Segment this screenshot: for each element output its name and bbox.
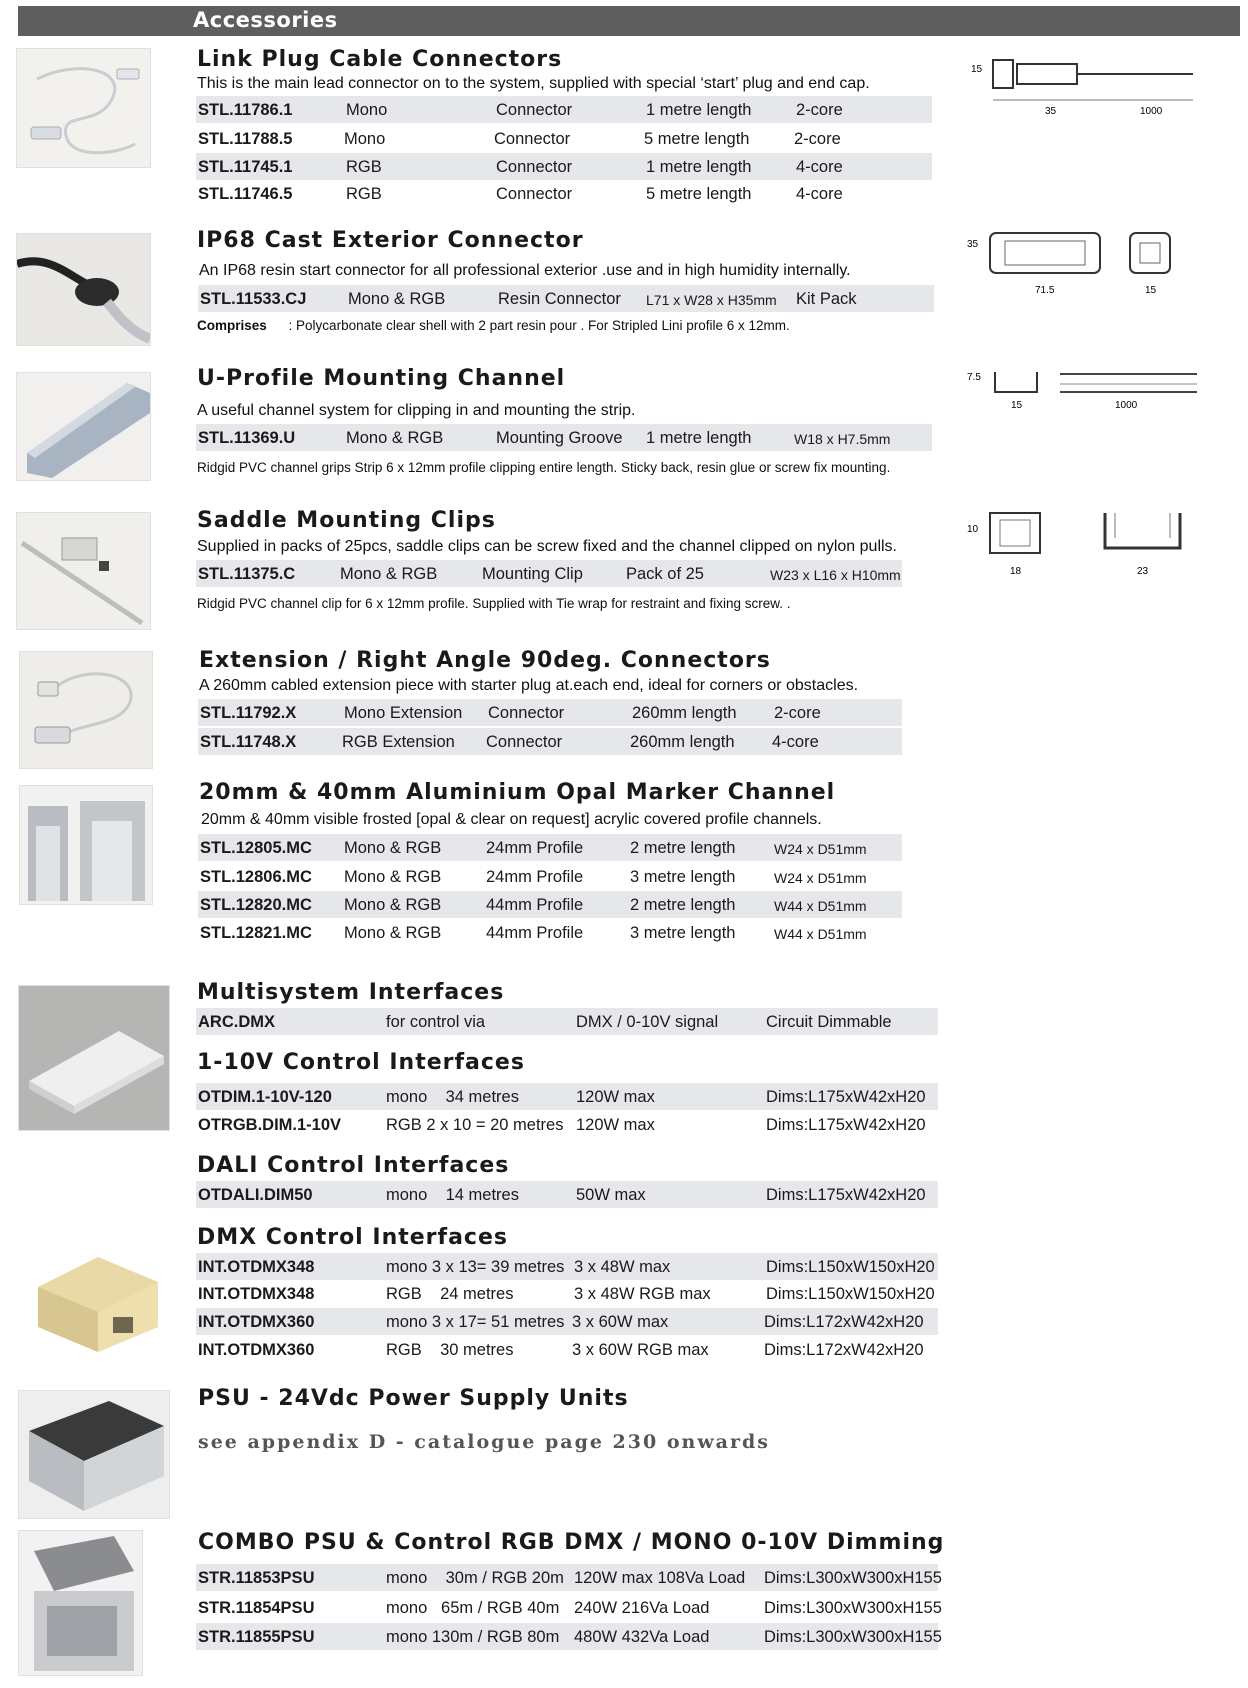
link-plug-desc: This is the main lead connector on to the system, supplied with special ‘start’ plug and end cap. [197,75,870,92]
table-row: OTDIM.1-10V-120 mono 34 metres 120W max Dims:L175xW42xH20 [196,1083,938,1110]
table-row: INT.OTDMX348 RGB 24 metres 3 x 48W RGB max Dims:L150xW150xH20 [198,1285,935,1303]
table-row: STR.11855PSU mono 130m / RGB 80m 480W 432Va Load Dims:L300xW300xH155 [196,1623,938,1650]
table-row: INT.OTDMX360 RGB 30 metres 3 x 60W RGB max Dims:L172xW42xH20 [198,1341,924,1359]
table-row: STL.11792.X Mono Extension Connector 260mm length 2-core [198,699,902,726]
saddle-diagram [965,508,1195,583]
link-plug-diagram [965,52,1195,122]
extension-desc: A 260mm cabled extension piece with starter plug at.each end, ideal for corners or obstacles. [199,677,859,694]
aluminium-title: 20mm & 40mm Aluminium Opal Marker Channel [199,780,836,805]
table-row: STL.11745.1 RGB Connector 1 metre length 4-core [196,153,932,180]
svg-text:71.5: 71.5 [1035,285,1055,296]
multisystem-title: Multisystem Interfaces [197,980,505,1005]
ctrl110-title: 1-10V Control Interfaces [197,1050,525,1075]
svg-text:18: 18 [1010,566,1022,577]
table-row: INT.OTDMX348 mono 3 x 13= 39 metres 3 x 48W max Dims:L150xW150xH20 [196,1253,938,1280]
svg-text:15: 15 [1145,285,1157,296]
table-row: STL.12805.MC Mono & RGB 24mm Profile 2 metre length W24 x D51mm [198,834,902,861]
interface-photo [18,985,170,1131]
table-row: STL.11369.U Mono & RGB Mounting Groove 1 metre length W18 x H7.5mm [196,424,932,451]
saddle-desc: Supplied in packs of 25pcs, saddle clips can be screw fixed and the channel clipped on nylon pulls. [197,538,897,555]
table-row: STR.11854PSU mono 65m / RGB 40m 240W 216Va Load Dims:L300xW300xH155 [198,1599,942,1617]
table-row: OTRGB.DIM.1-10V RGB 2 x 10 = 20 metres 120W max Dims:L175xW42xH20 [198,1116,926,1134]
table-row: STR.11853PSU mono 30m / RGB 20m 120W max 108Va Load Dims:L300xW300xH155 [196,1564,938,1591]
table-row: STL.12821.MC Mono & RGB 44mm Profile 3 metre length W44 x D51mm [200,924,867,942]
uprofile-diagram [965,362,1200,412]
table-row: STL.11533.CJ Mono & RGB Resin Connector L71 x W28 x H35mm Kit Pack [198,285,934,312]
table-row: OTDALI.DIM50 mono 14 metres 50W max Dims:L175xW42xH20 [196,1181,938,1208]
saddle-title: Saddle Mounting Clips [197,508,496,533]
svg-text:23: 23 [1137,566,1149,577]
link-plug-title: Link Plug Cable Connectors [197,47,563,72]
link-plug-photo [16,48,151,168]
table-row: INT.OTDMX360 mono 3 x 17= 51 metres 3 x 60W max Dims:L172xW42xH20 [196,1308,938,1335]
svg-text:7.5: 7.5 [967,372,981,383]
svg-text:15: 15 [971,64,983,75]
psu-appendix-note: see appendix D - catalogue page 230 onwards [198,1431,770,1453]
table-row: STL.12806.MC Mono & RGB 24mm Profile 3 metre length W24 x D51mm [200,868,867,886]
uprofile-photo [16,372,151,481]
saddle-photo [16,512,151,630]
accessories-banner [18,6,1240,36]
saddle-note: Ridgid PVC channel clip for 6 x 12mm profile. Supplied with Tie wrap for restraint and fixing screw. . [197,596,791,611]
ip68-desc: An IP68 resin start connector for all professional exterior .use and in high humidity internally. [199,262,851,279]
extension-title: Extension / Right Angle 90deg. Connectors [199,648,771,673]
table-row: STL.11748.X RGB Extension Connector 260mm length 4-core [198,728,902,755]
svg-text:15: 15 [1011,400,1023,411]
uprofile-note: Ridgid PVC channel grips Strip 6 x 12mm profile clipping entire length. Sticky back, resin glue or screw fix mounting. [197,460,891,475]
combo-photo [18,1530,143,1676]
psu-photo [18,1390,170,1519]
table-row: STL.11786.1 Mono Connector 1 metre length 2-core [196,96,932,123]
svg-text:10: 10 [967,524,979,535]
combo-title: COMBO PSU & Control RGB DMX / MONO 0-10V Dimming [198,1530,945,1555]
banner-title: Accessories [193,8,338,32]
svg-text:1000: 1000 [1115,400,1138,411]
svg-text:1000: 1000 [1140,106,1163,117]
uprofile-title: U-Profile Mounting Channel [197,366,566,391]
svg-text:35: 35 [967,239,979,250]
table-row: STL.11746.5 RGB Connector 5 metre length 4-core [198,185,843,203]
aluminium-photo [19,785,153,905]
dmx-title: DMX Control Interfaces [197,1225,508,1250]
table-row: ARC.DMX for control via DMX / 0-10V signal Circuit Dimmable [196,1008,938,1035]
table-row: STL.11375.C Mono & RGB Mounting Clip Pack of 25 W23 x L16 x H10mm [196,560,902,587]
table-row: STL.12820.MC Mono & RGB 44mm Profile 2 metre length W44 x D51mm [198,891,902,918]
ip68-title: IP68 Cast Exterior Connector [197,228,584,253]
ip68-photo [16,233,151,346]
svg-text:35: 35 [1045,106,1057,117]
ip68-comprises: Comprises : Polycarbonate clear shell with 2 part resin pour . For Stripled Lini profile 6 x 12mm. [197,318,790,333]
ip68-diagram [965,225,1200,305]
uprofile-desc: A useful channel system for clipping in and mounting the strip. [197,402,636,419]
dmx-photo [18,1227,168,1357]
dali-title: DALI Control Interfaces [197,1153,510,1178]
table-row: STL.11788.5 Mono Connector 5 metre length 2-core [198,130,841,148]
extension-photo [19,651,153,769]
aluminium-desc: 20mm & 40mm visible frosted [opal & clear on request] acrylic covered profile channels. [201,811,822,828]
psu-title: PSU - 24Vdc Power Supply Units [198,1386,629,1411]
